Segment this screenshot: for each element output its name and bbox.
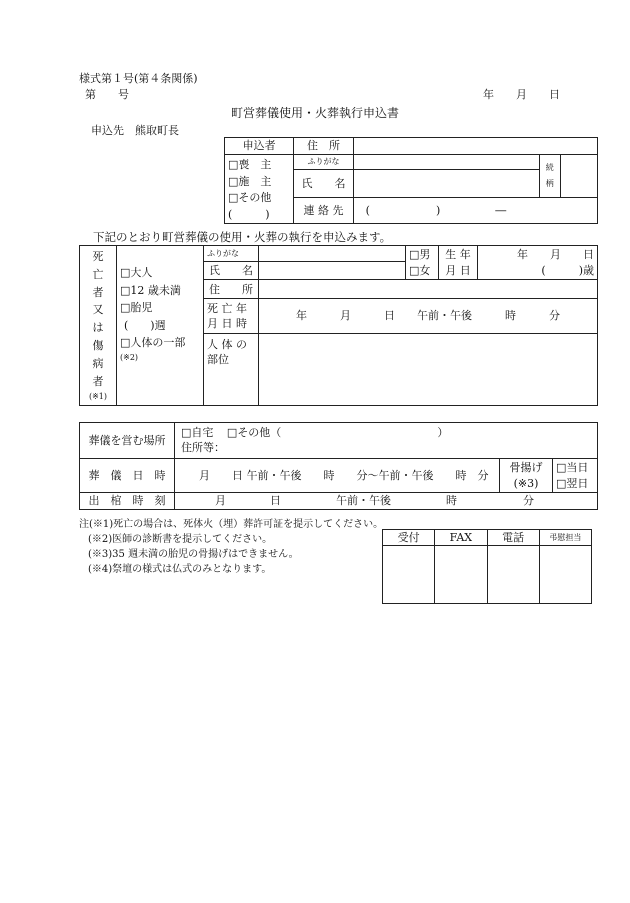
office-header-fax: FAX bbox=[435, 530, 487, 546]
recipient-label: 申込先 熊取町長 bbox=[91, 124, 179, 137]
funeral-place-field: □ 自宅 □ その他（ ） 住所等： bbox=[175, 423, 598, 459]
date-label: 年 月 日 bbox=[483, 88, 560, 101]
funeral-date-label: 葬 儀 日 時 bbox=[80, 459, 175, 493]
home-checkbox[interactable]: □ 自宅 bbox=[181, 426, 213, 439]
applicant-name-field[interactable] bbox=[353, 170, 539, 198]
document-number-label: 第 号 bbox=[85, 88, 129, 101]
relation-field[interactable] bbox=[560, 155, 597, 198]
fetus-checkbox[interactable]: □ 胎児 bbox=[120, 299, 200, 317]
next-day-checkbox[interactable]: □ 翌日 bbox=[556, 476, 594, 491]
bone-label: 骨揚げ (※3) bbox=[500, 459, 553, 493]
sex-cell bbox=[406, 246, 439, 280]
deceased-furigana-field[interactable] bbox=[259, 246, 406, 262]
funeral-table bbox=[79, 422, 598, 510]
deceased-table bbox=[79, 245, 598, 406]
body-part-label: 人 体 の 部位 bbox=[204, 333, 259, 406]
same-day-checkbox[interactable]: □ 当日 bbox=[556, 460, 594, 475]
deceased-name-field[interactable] bbox=[259, 262, 406, 280]
body-part-field[interactable] bbox=[259, 333, 598, 406]
note2-label: (※2) bbox=[120, 352, 139, 362]
office-header-phone: 電話 bbox=[487, 530, 539, 546]
note-1: 注(※1)死亡の場合は、死体火（埋）葬許可証を提示してください。 bbox=[79, 519, 384, 530]
birth-label: 生 年 月 日 bbox=[439, 246, 478, 280]
deceased-address-label: 住 所 bbox=[204, 280, 259, 299]
office-header-reception: 受付 bbox=[383, 530, 435, 546]
deceased-address-field[interactable] bbox=[259, 280, 598, 299]
office-cell-fax[interactable] bbox=[435, 546, 487, 604]
organizer-checkbox[interactable]: □ 施 主 bbox=[228, 174, 290, 191]
mourner-checkbox[interactable]: □ 喪 主 bbox=[228, 157, 290, 174]
office-cell-phone[interactable] bbox=[487, 546, 539, 604]
coffin-time-field[interactable]: 月 日 午前・午後 時 分 bbox=[175, 493, 598, 510]
male-checkbox[interactable]: □ 男 bbox=[409, 247, 435, 262]
note-3: (※3)35 週未満の胎児の骨揚げはできません。 bbox=[88, 549, 299, 560]
contact-field[interactable]: ( ) ― bbox=[353, 198, 597, 224]
office-cell-reception[interactable] bbox=[383, 546, 435, 604]
applicant-furigana-label: ふりがな bbox=[294, 155, 353, 170]
death-time-label: 死 亡 年 月 日 時 bbox=[204, 299, 259, 333]
applicant-role-cell bbox=[225, 155, 294, 224]
office-cell-condolence[interactable] bbox=[539, 546, 591, 604]
body-part-checkbox[interactable]: □ 人体の一部 bbox=[120, 334, 200, 352]
office-use-table bbox=[382, 529, 592, 604]
place-other-checkbox[interactable]: □ その他（ bbox=[227, 426, 281, 439]
bone-options bbox=[553, 459, 598, 493]
form-number-label: 様式第１号(第４条関係) bbox=[79, 72, 198, 85]
death-time-field[interactable]: 年 月 日 午前・午後 時 分 bbox=[259, 299, 598, 333]
other-paren: ( ) bbox=[228, 207, 270, 221]
applicant-furigana-field[interactable] bbox=[353, 155, 539, 170]
under12-checkbox[interactable]: □ 12 歳未満 bbox=[120, 282, 200, 300]
intro-text: 下記のとおり町営葬儀の使用・火葬の執行を申込みます。 bbox=[93, 230, 392, 244]
note-4: (※4)祭壇の様式は仏式のみとなります。 bbox=[88, 564, 272, 575]
deceased-type-cell bbox=[117, 246, 204, 406]
deceased-furigana-label: ふりがな bbox=[204, 246, 259, 262]
applicant-table bbox=[224, 137, 598, 224]
relation-label: 続柄 bbox=[539, 155, 560, 198]
note-2: (※2)医師の診断書を提示してください。 bbox=[88, 534, 273, 545]
page-title: 町営葬儀使用・火葬執行申込書 bbox=[230, 106, 399, 120]
weeks-field[interactable]: ( )週 bbox=[124, 318, 166, 332]
female-checkbox[interactable]: □ 女 bbox=[409, 263, 435, 278]
applicant-address-field[interactable] bbox=[353, 138, 597, 155]
place-address-label: 住所等： bbox=[181, 441, 225, 455]
applicant-name-label: 氏 名 bbox=[294, 170, 353, 198]
deceased-side-label: 死 亡 者 又 は 傷 病 者 (※1) bbox=[80, 246, 117, 406]
coffin-time-label: 出 棺 時 刻 bbox=[80, 493, 175, 510]
birth-field[interactable]: 年 月 日 ( )歳 bbox=[478, 246, 598, 280]
funeral-date-field[interactable]: 月 日 午前・午後 時 分〜午前・午後 時 分 bbox=[175, 459, 500, 493]
contact-label: 連 絡 先 bbox=[294, 198, 353, 224]
deceased-name-label: 氏 名 bbox=[204, 262, 259, 280]
office-header-condolence: 弔慰担当 bbox=[539, 530, 591, 546]
other-checkbox[interactable]: □ その他 bbox=[228, 190, 290, 207]
funeral-place-label: 葬儀を営む場所 bbox=[80, 423, 175, 459]
adult-checkbox[interactable]: □ 大人 bbox=[120, 264, 200, 282]
applicant-label: 申込者 bbox=[225, 138, 294, 155]
applicant-address-label: 住 所 bbox=[294, 138, 353, 155]
